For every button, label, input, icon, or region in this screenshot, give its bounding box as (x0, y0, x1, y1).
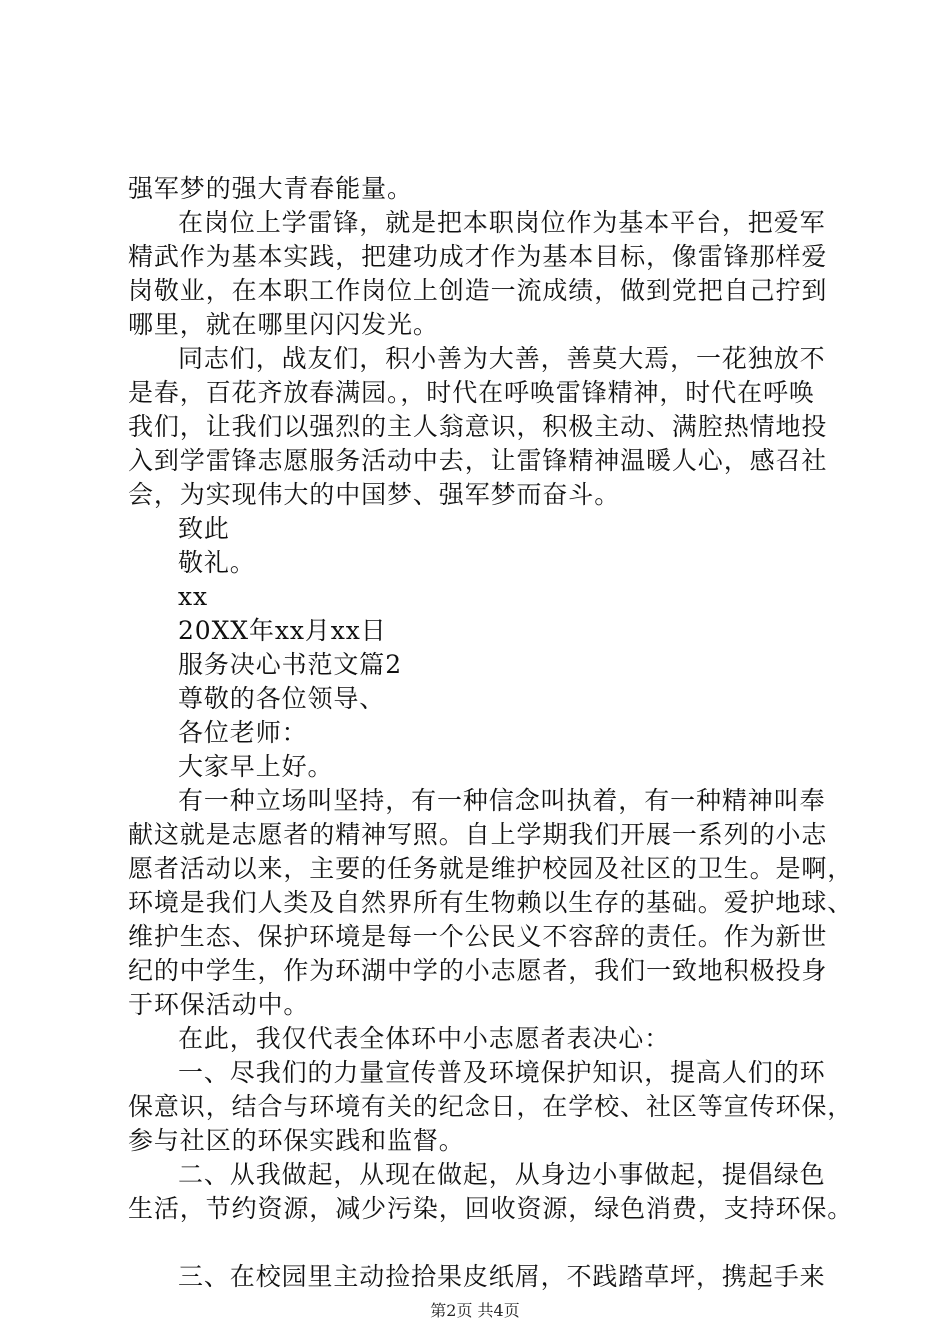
text-line: 环境是我们人类及自然界所有生物赖以生存的基础。爱护地球、 (128, 888, 854, 917)
text-line: 我们，让我们以强烈的主人翁意识，积极主动、满腔热情地投 (128, 412, 828, 441)
text-line: 保意识，结合与环境有关的纪念日，在学校、社区等宣传环保， (128, 1092, 854, 1121)
salutation-line: 敬礼。 (178, 548, 256, 577)
text-line: 岗敬业，在本职工作岗位上创造一流成绩，做到党把自己拧到 (128, 276, 828, 305)
section-title: 服务决心书范文篇2 (178, 650, 403, 679)
greeting-line: 尊敬的各位领导、 (178, 684, 386, 713)
text-line: 维护生态、保护环境是每一个公民义不容辞的责任。作为新世 (128, 922, 828, 951)
text-line: 强军梦的强大青春能量。 (128, 174, 413, 203)
text-line: 献这就是志愿者的精神写照。自上学期我们开展一系列的小志 (128, 820, 828, 849)
text-line: 精武作为基本实践，把建功成才作为基本目标，像雷锋那样爱 (128, 242, 828, 271)
text-line: 于环保活动中。 (128, 990, 310, 1019)
text-line: 二、从我做起，从现在做起，从身边小事做起，提倡绿色 (178, 1160, 826, 1189)
text-line: 入到学雷锋志愿服务活动中去，让雷锋精神温暖人心，感召社 (128, 446, 828, 475)
signature-name: xx (178, 582, 208, 611)
text-line: 是春，百花齐放春满园。，时代在呼唤雷锋精神，时代在呼唤 (128, 378, 815, 407)
page-number-footer: 第2页 共4页 (430, 1301, 520, 1320)
text-line: 哪里，就在哪里闪闪发光。 (128, 310, 439, 339)
text-line: 三、在校园里主动捡拾果皮纸屑，不践踏草坪，携起手来 (178, 1262, 826, 1291)
text-line: 有一种立场叫坚持，有一种信念叫执着，有一种精神叫奉 (178, 786, 826, 815)
text-line: 一、尽我们的力量宣传普及环境保护知识，提高人们的环 (178, 1058, 826, 1087)
greeting-line: 各位老师： (178, 718, 308, 747)
text-line: 生活，节约资源，减少污染，回收资源，绿色消费，支持环保。 (128, 1194, 854, 1223)
text-line: 纪的中学生，作为环湖中学的小志愿者，我们一致地积极投身 (128, 956, 828, 985)
signature-date: 20XX年xx月xx日 (178, 616, 387, 645)
text-line: 同志们，战友们，积小善为大善，善莫大焉，一花独放不 (178, 344, 826, 373)
text-line: 愿者活动以来，主要的任务就是维护校园及社区的卫生。是啊， (128, 854, 854, 883)
text-line: 参与社区的环保实践和监督。 (128, 1126, 465, 1155)
text-line: 会，为实现伟大的中国梦、强军梦而奋斗。 (128, 480, 621, 509)
greeting-line: 大家早上好。 (178, 752, 334, 781)
text-line: 在岗位上学雷锋，就是把本职岗位作为基本平台，把爱军 (178, 208, 826, 237)
closing-line: 致此 (178, 514, 230, 543)
text-line: 在此，我仅代表全体环中小志愿者表决心： (178, 1024, 671, 1053)
